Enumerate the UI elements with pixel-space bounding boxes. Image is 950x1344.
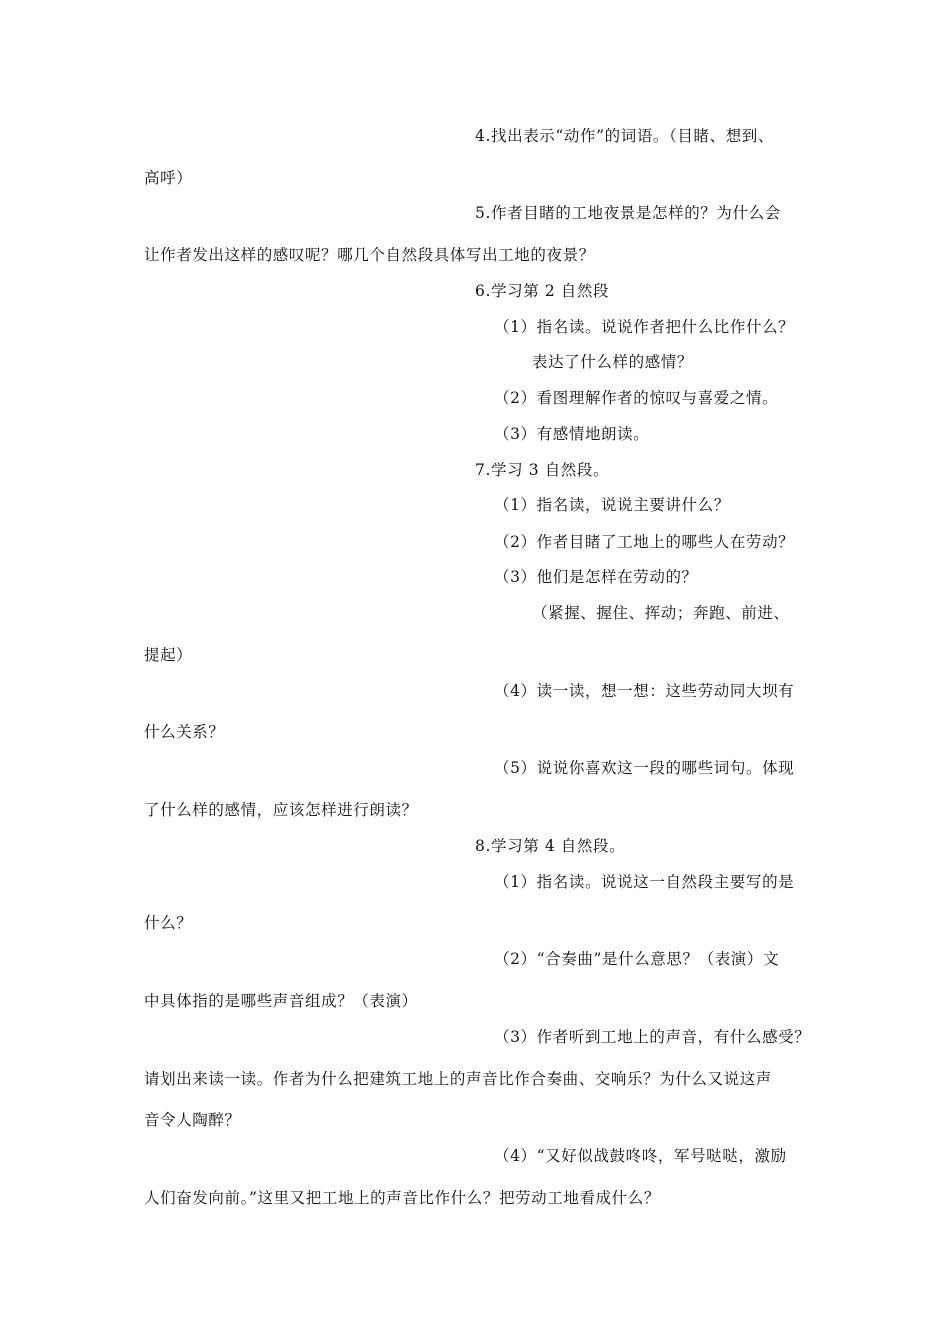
item-5-line-2: 让作者发出这样的感叹呢？哪几个自然段具体写出工地的夜景？ [144,246,595,264]
item-8-sub-2-wrap: 中具体指的是哪些声音组成？（表演） [144,992,418,1010]
item-7-sub-4: （4）读一读，想一想：这些劳动同大坝有 [494,682,795,700]
item-6-heading: 6.学习第 2 自然段 [475,282,610,300]
item-7-sub-2: （2）作者目睹了工地上的哪些人在劳动？ [494,533,795,551]
item-6-sub-1-cont: 表达了什么样的感情？ [532,353,694,371]
item-8-sub-4: （4）“又好似战鼓咚咚，军号哒哒，激励 [494,1147,787,1165]
item-6-sub-1: （1）指名读。说说作者把什么比作什么？ [494,318,795,336]
item-7-sub-5: （5）说说你喜欢这一段的哪些词句。体现 [494,759,795,777]
item-8-sub-3-wrap-2: 音令人陶醉？ [144,1111,241,1129]
item-7-heading: 7.学习 3 自然段。 [475,461,610,479]
item-5-line-1: 5.作者目睹的工地夜景是怎样的？为什么会 [475,204,781,222]
item-8-sub-2: （2）“合奏曲”是什么意思？（表演）文 [494,950,780,968]
item-7-sub-4-wrap: 什么关系？ [144,723,225,741]
item-7-sub-3: （3）他们是怎样在劳动的？ [494,568,698,586]
item-8-heading: 8.学习第 4 自然段。 [475,837,626,855]
item-7-sub-3-wrap: 提起） [144,646,193,664]
item-8-sub-1: （1）指名读。说说这一自然段主要写的是 [494,873,795,891]
item-6-sub-2: （2）看图理解作者的惊叹与喜爱之情。 [494,389,779,407]
item-8-sub-3: （3）作者听到工地上的声音，有什么感受？ [494,1028,811,1046]
item-7-sub-1: （1）指名读，说说主要讲什么？ [494,496,730,514]
item-8-sub-4-wrap: 人们奋发向前。”这里又把工地上的声音比作什么？把劳动工地看成什么？ [144,1189,660,1207]
item-7-sub-3-cont: （紧握、握住、挥动；奔跑、前进、 [532,604,790,622]
item-4-line-2: 高呼） [144,169,193,187]
item-4-line-1: 4.找出表示“动作”的词语。（目睹、想到、 [475,127,774,145]
item-7-sub-5-wrap: 了什么样的感情，应该怎样进行朗读？ [144,801,418,819]
item-8-sub-3-wrap-1: 请划出来读一读。作者为什么把建筑工地上的声音比作合奏曲、交响乐？为什么又说这声 [144,1070,772,1088]
item-8-sub-1-wrap: 什么？ [144,914,193,932]
item-6-sub-3: （3）有感情地朗读。 [494,425,650,443]
